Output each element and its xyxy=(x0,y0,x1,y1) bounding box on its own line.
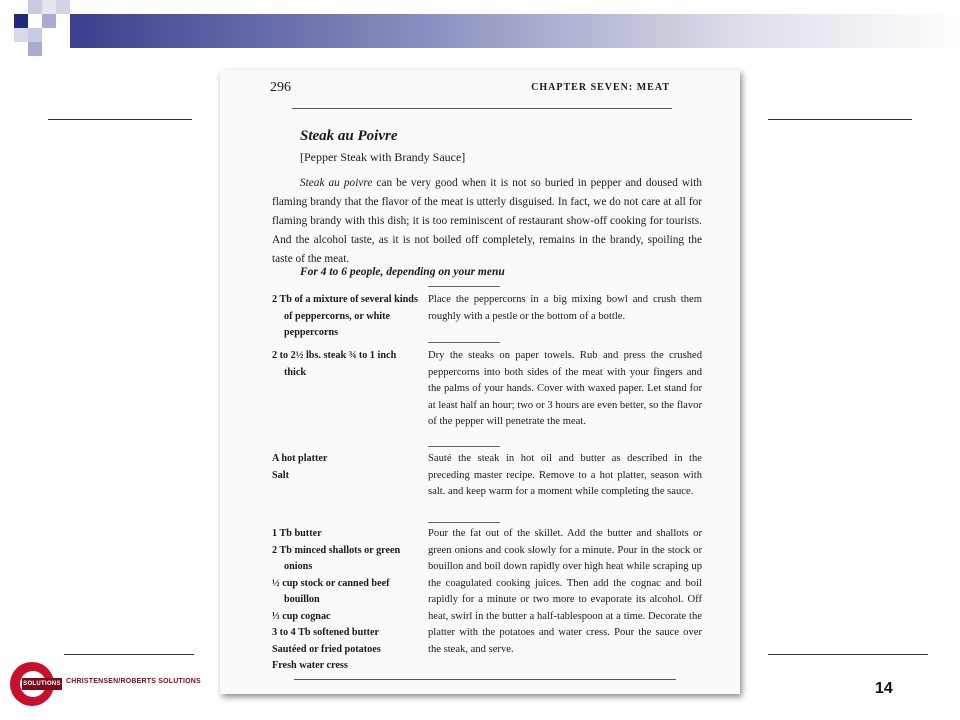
divider-right-top xyxy=(768,119,912,120)
ingredient-list xyxy=(272,526,420,675)
method-text: Place the peppercorns in a big mixing bowl and crush them roughly with a pestle or the bottom of a bottle. xyxy=(428,294,702,322)
ingredient: ⅓ cup cognac xyxy=(272,610,331,622)
ingredient: A hot platter xyxy=(272,453,328,464)
slide-number: 14 xyxy=(875,680,893,697)
ingredient-list xyxy=(272,292,420,342)
title-bar-gradient xyxy=(70,14,960,48)
recipe-intro xyxy=(272,174,702,269)
recipe-title: Steak au Poivre xyxy=(300,128,398,144)
recipe-servings: For 4 to 6 people, depending on your menu xyxy=(300,266,505,278)
ingredient: Sautéed or fried potatoes xyxy=(272,643,381,655)
ingredient-list xyxy=(272,451,420,484)
ingredient: 2 to 2½ lbs. steak ¾ to 1 inch thick xyxy=(272,350,397,378)
scanned-cookbook-page xyxy=(220,70,740,694)
ingredient: 1 Tb butter xyxy=(272,528,322,539)
ingredient: Salt xyxy=(272,469,289,481)
ingredient: 2 Tb minced shallots or green onions xyxy=(272,544,401,572)
logo-badge: SOLUTIONS xyxy=(22,678,62,690)
step-rule xyxy=(428,522,500,523)
ingredient: Fresh water cress xyxy=(272,660,348,671)
method-text: Pour the fat out of the skillet. Add the butter and shallots or green onions and cook slowly for a minute. Pour in the stock or bouillon and boil down rapidly over high heat while scraping up the coagulated cooking juices. Then add the cognac and boil rapidly for a minute or two more to evaporate its alcohol. Off heat, swirl in the butter a half-tablespoon at a time. Decorate the platter with the potatoes and water cress. Pour the sauce over the steak, and serve. xyxy=(428,528,702,655)
ingredient: 3 to 4 Tb softened butter xyxy=(272,627,380,638)
intro-lead: Steak au poivre xyxy=(300,177,373,189)
chapter-heading: CHAPTER SEVEN: MEAT xyxy=(531,82,670,93)
corner-squares-decoration xyxy=(0,0,80,60)
page-number: 296 xyxy=(270,80,291,95)
logo-text: CHRISTENSEN/ROBERTS SOLUTIONS xyxy=(66,678,201,685)
header-rule xyxy=(292,108,672,109)
section-rule xyxy=(428,286,500,287)
divider-left-top xyxy=(48,119,192,120)
step-rule xyxy=(428,446,500,447)
method-text: Dry the steaks on paper towels. Rub and press the crushed peppercorns into both sides of the meat with your fingers and the palms of your hands. Cover with waxed paper. Let stand for at least half an hour; two or 3 hours are even better, so the flavor of the pepper will penetrate the meat. xyxy=(428,350,702,427)
divider-right-bottom xyxy=(768,654,928,655)
ingredient: ½ cup stock or canned beef bouillon xyxy=(272,577,390,605)
intro-text: can be very good when it is not so buried in pepper and doused with flaming brandy that the flavor of the meat is utterly disguised. In fact, we do not care at all for flaming brandy with this dish; it is too reminiscent of restaurant show-off cooking for tourists. And the alcohol taste, as it is not boiled off completely, remains in the brandy, spoiling the taste of the meat. xyxy=(272,177,702,265)
company-logo xyxy=(8,660,208,710)
footer-rule xyxy=(294,679,676,680)
step-rule xyxy=(428,342,500,343)
recipe-subtitle: [Pepper Steak with Brandy Sauce] xyxy=(300,150,466,164)
ingredient-list xyxy=(272,348,420,381)
page-header xyxy=(270,78,700,98)
ingredient: 2 Tb of a mixture of several kinds of peppercorns, or white peppercorns xyxy=(272,294,418,338)
method-text: Sauté the steak in hot oil and butter as described in the preceding master recipe. Remove to a hot platter, season with salt. and keep warm for a moment while completing the sauce. xyxy=(428,453,702,497)
divider-left-bottom xyxy=(64,654,194,655)
